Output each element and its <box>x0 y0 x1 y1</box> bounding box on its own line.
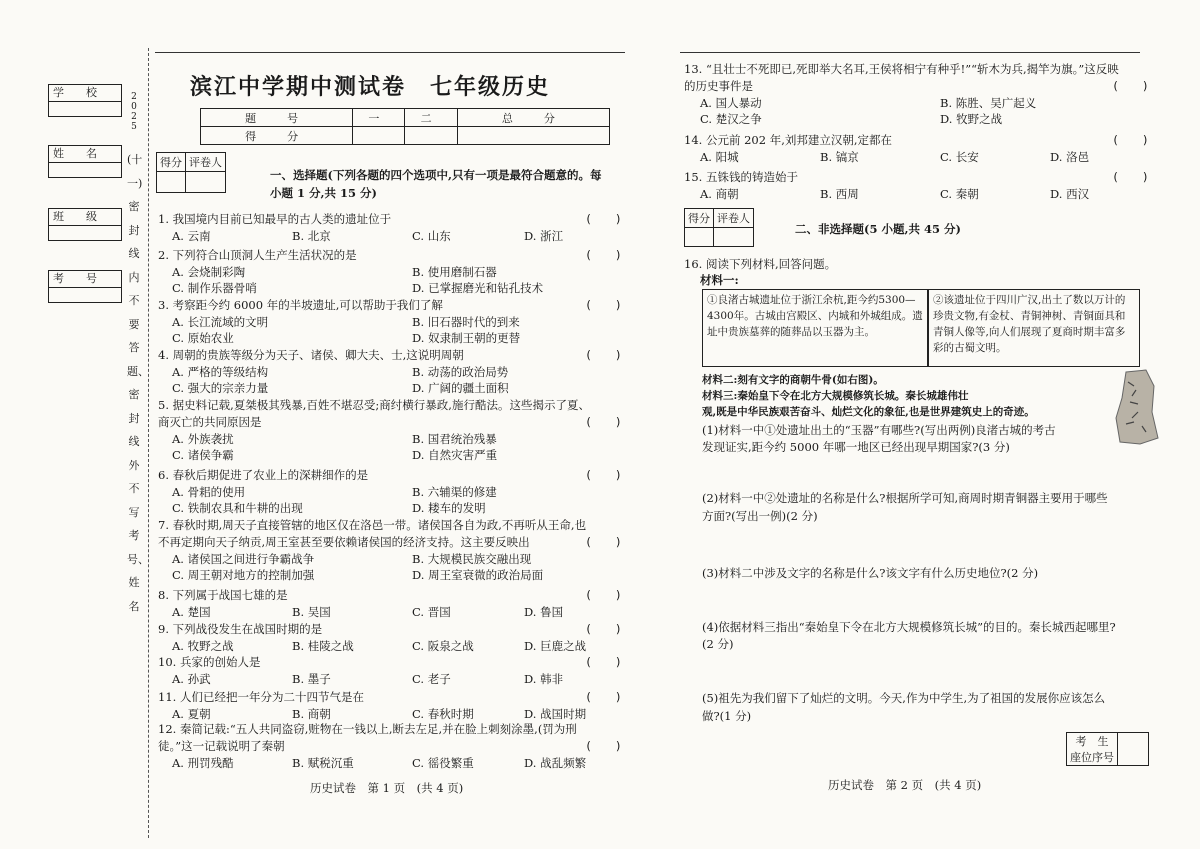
question-10-stem: 10. 兵家的创始人是 <box>158 655 261 669</box>
question-3-option-B[interactable]: B. 旧石器时代的到来 <box>412 315 520 329</box>
section1-heading-l2: 小题 1 分,共 15 分) <box>270 186 377 200</box>
question-5-stem-cont: 商灭亡的共同原因是 <box>158 415 262 429</box>
question-3-answer-paren: ( ) <box>585 298 622 312</box>
sub-question-4-l2: (2 分) <box>702 637 734 651</box>
question-9-option-B[interactable]: B. 桂陵之战 <box>292 639 354 653</box>
class-field: 班级 <box>48 208 122 241</box>
page-title: 滨江中学期中测试卷 七年级历史 <box>190 74 551 100</box>
question-14-option-D[interactable]: D. 洛邑 <box>1050 150 1090 164</box>
grader-name-cell[interactable] <box>714 228 754 247</box>
question-7-stem: 7. 春秋时期,周天子直接管辖的地区仅在洛邑一带。诸侯国各自为政,不再听从王命,也 <box>158 518 587 532</box>
question-1-option-B[interactable]: B. 北京 <box>292 229 331 243</box>
question-1-answer-paren: ( ) <box>585 212 622 226</box>
question-15-option-B[interactable]: B. 西周 <box>820 187 859 201</box>
question-6-stem: 6. 春秋后期促进了农业上的深耕细作的是 <box>158 468 369 482</box>
question-4-stem: 4. 周朝的贵族等级分为天子、诸侯、卿大夫、士,这说明周朝 <box>158 348 464 362</box>
footer-page-2: 历史试卷 第 2 页 (共 4 页) <box>828 778 982 792</box>
question-15-option-D[interactable]: D. 西汉 <box>1050 187 1090 201</box>
question-4-option-A[interactable]: A. 严格的等级结构 <box>172 365 269 379</box>
question-10-answer-paren: ( ) <box>585 655 622 669</box>
question-1-stem: 1. 我国境内目前已知最早的古人类的遗址位于 <box>158 212 392 226</box>
sub-question-5-l2: 做?(1 分) <box>702 709 752 723</box>
question-9-stem: 9. 下列战役发生在战国时期的是 <box>158 622 323 636</box>
school-field: 学校 <box>48 84 122 117</box>
sub-question-1-l2: 发现证实,距今约 5000 年哪一地区已经出现早期国家?(3 分) <box>702 440 1010 454</box>
question-8-option-B[interactable]: B. 吴国 <box>292 605 331 619</box>
question-6-answer-paren: ( ) <box>585 468 622 482</box>
score-header-cell: 题 号 <box>201 109 353 127</box>
question-1-option-D[interactable]: D. 浙江 <box>524 229 564 243</box>
question-12-option-A[interactable]: A. 刑罚残酷 <box>172 756 234 770</box>
year-label: 2025 <box>131 92 137 132</box>
question-7-option-D[interactable]: D. 周王室衰微的政治局面 <box>412 568 544 582</box>
question-11-option-A[interactable]: A. 夏朝 <box>172 707 211 721</box>
question-11-option-C[interactable]: C. 春秋时期 <box>412 707 474 721</box>
question-3-option-D[interactable]: D. 奴隶制王朝的更替 <box>412 331 521 345</box>
grader-score-cell[interactable] <box>685 228 714 247</box>
question-5-option-A[interactable]: A. 外族袭扰 <box>172 432 234 446</box>
question-3-option-A[interactable]: A. 长江流域的文明 <box>172 315 269 329</box>
question-11-stem: 11. 人们已经把一年分为二十四节气是在 <box>158 690 364 704</box>
question-7-stem-cont: 不再定期向天子纳贡,周王室甚至要依赖诸侯国的经济支持。这主要反映出 <box>158 535 530 549</box>
question-2-stem: 2. 下列符合山顶洞人生产生活状况的是 <box>158 248 357 262</box>
top-rule <box>155 52 625 53</box>
question-12-option-C[interactable]: C. 徭役繁重 <box>412 756 474 770</box>
seal-line-notice: (十一)密封线内不要答题、密封线外不写考号、姓名 <box>127 153 149 613</box>
question-15-option-A[interactable]: A. 商朝 <box>700 187 739 201</box>
oracle-bone-image <box>1112 368 1160 446</box>
score-header-cell: 总 分 <box>457 109 609 127</box>
question-9-option-A[interactable]: A. 牧野之战 <box>172 639 234 653</box>
question-14-stem: 14. 公元前 202 年,刘邦建立汉朝,定都在 <box>684 133 893 147</box>
question-6-option-A[interactable]: A. 骨耜的使用 <box>172 485 246 499</box>
score-cell[interactable] <box>457 127 609 145</box>
score-label-cell: 得 分 <box>201 127 353 145</box>
question-15-option-C[interactable]: C. 秦朝 <box>940 187 979 201</box>
question-9-option-C[interactable]: C. 阪泉之战 <box>412 639 474 653</box>
question-2-option-D[interactable]: D. 已掌握磨光和钻孔技术 <box>412 281 544 295</box>
question-5-option-B[interactable]: B. 国君统治残暴 <box>412 432 497 446</box>
section1-heading-l1: 一、选择题(下列各题的四个选项中,只有一项是最符合题意的。每 <box>270 168 602 182</box>
question-6-option-B[interactable]: B. 六辅渠的修建 <box>412 485 497 499</box>
score-table <box>200 108 610 145</box>
question-8-option-A[interactable]: A. 楚国 <box>172 605 211 619</box>
question-4-option-B[interactable]: B. 动荡的政治局势 <box>412 365 509 379</box>
question-13-answer-paren: ( ) <box>1112 79 1149 93</box>
question-5-stem: 5. 据史料记载,夏桀极其残暴,百姓不堪忍受;商纣横行暴政,施行酷法。这些揭示了夏、 <box>158 398 590 412</box>
question-14-option-B[interactable]: B. 镐京 <box>820 150 859 164</box>
question-14-option-A[interactable]: A. 阳城 <box>700 150 739 164</box>
sub-question-2-l1: (2)材料一中②处遗址的名称是什么?根据所学可知,商周时期青铜器主要用于哪些 <box>702 491 1108 505</box>
question-12-stem: 12. 秦简记载:“五人共同盗窃,赃物在一钱以上,断去左足,并在脸上刺刻涂墨,(罚为刑 <box>158 722 577 736</box>
score-header-cell: 一 <box>353 109 405 127</box>
question-5-option-C[interactable]: C. 诸侯争霸 <box>172 448 234 462</box>
material2: 材料二:刻有文字的商朝牛骨(如右图)。 <box>702 374 884 386</box>
material1-box-1: ①良渚古城遗址位于浙江余杭,距今约5300—4300年。古城由宫殿区、内城和外城组成。遗址中贵族墓葬的随葬品以玉器为主。 <box>702 289 928 367</box>
seat-label-2: 座位序号 <box>1067 749 1118 766</box>
question-10-option-B[interactable]: B. 墨子 <box>292 672 331 686</box>
name-field: 姓名 <box>48 145 122 178</box>
question-7-option-A[interactable]: A. 诸侯国之间进行争霸战争 <box>172 552 315 566</box>
sub-question-1-l1: (1)材料一中①处遗址出土的“玉器”有哪些?(写出两例)良渚古城的考古 <box>702 423 1056 437</box>
question-12-option-D[interactable]: D. 战乱频繁 <box>524 756 587 770</box>
question-6-option-D[interactable]: D. 耧车的发明 <box>412 501 486 515</box>
grader-box-2 <box>684 208 754 247</box>
question-2-option-B[interactable]: B. 使用磨制石器 <box>412 265 497 279</box>
material1-box-2: ②该遗址位于四川广汉,出土了数以万计的珍贵文物,有金杖、青铜神树、青铜面具和青铜人像等,向人们展现了夏商时期丰富多彩的古蜀文明。 <box>928 289 1140 367</box>
grader-score-cell[interactable] <box>157 172 186 193</box>
seat-number-cell[interactable] <box>1118 733 1149 766</box>
question-15-stem: 15. 五铢钱的铸造始于 <box>684 170 798 184</box>
footer-page-1: 历史试卷 第 1 页 (共 4 页) <box>310 781 464 795</box>
question-8-answer-paren: ( ) <box>585 588 622 602</box>
seat-label-1: 考 生 <box>1067 733 1118 750</box>
material1-label: 材料一: <box>700 273 739 287</box>
question-10-option-D[interactable]: D. 韩非 <box>524 672 564 686</box>
seat-number-box <box>1066 732 1149 766</box>
question-12-option-B[interactable]: B. 赋税沉重 <box>292 756 354 770</box>
question-4-option-C[interactable]: C. 强大的宗亲力量 <box>172 381 269 395</box>
question-8-option-D[interactable]: D. 鲁国 <box>524 605 564 619</box>
grader-name-label: 评卷人 <box>186 153 226 172</box>
question-12-stem-cont: 徒。”这一记载说明了秦朝 <box>158 739 285 753</box>
question-7-option-C[interactable]: C. 周王朝对地方的控制加强 <box>172 568 315 582</box>
grader-score-label: 得分 <box>157 153 186 172</box>
sub-question-2-l2: 方面?(写出一例)(2 分) <box>702 509 818 523</box>
question-13-option-B[interactable]: B. 陈胜、吴广起义 <box>940 96 1037 110</box>
question-13-stem: 13. “且壮士不死即已,死即举大名耳,王侯将相宁有种乎!”“斩木为兵,揭竿为旗。”这反映 <box>684 62 1119 76</box>
sub-question-5-l1: (5)祖先为我们留下了灿烂的文明。今天,作为中学生,为了祖国的发展你应该怎么 <box>702 691 1106 705</box>
q16-stem: 16. 阅读下列材料,回答问题。 <box>684 257 837 271</box>
question-9-option-D[interactable]: D. 巨鹿之战 <box>524 639 587 653</box>
material3-l1: 材料三:秦始皇下令在北方大规模修筑长城。秦长城雄伟壮 <box>702 390 969 402</box>
section2-heading: 二、非选择题(5 小题,共 45 分) <box>795 222 961 236</box>
question-5-answer-paren: ( ) <box>585 415 622 429</box>
question-13-option-C[interactable]: C. 楚汉之争 <box>700 112 762 126</box>
question-1-option-C[interactable]: C. 山东 <box>412 229 451 243</box>
question-6-option-C[interactable]: C. 铁制农具和牛耕的出现 <box>172 501 303 515</box>
question-13-option-A[interactable]: A. 国人暴动 <box>700 96 762 110</box>
top-rule-2 <box>680 52 1140 53</box>
question-14-answer-paren: ( ) <box>1112 133 1149 147</box>
question-7-answer-paren: ( ) <box>585 535 622 549</box>
question-3-option-C[interactable]: C. 原始农业 <box>172 331 234 345</box>
grader-name-label: 评卷人 <box>714 209 754 228</box>
question-2-option-C[interactable]: C. 制作乐器骨哨 <box>172 281 257 295</box>
exam-number-field: 考号 <box>48 270 122 303</box>
material3-l2: 观,既是中华民族艰苦奋斗、灿烂文化的象征,也是世界建筑史上的奇迹。 <box>702 406 1035 418</box>
grader-score-label: 得分 <box>685 209 714 228</box>
score-cell[interactable] <box>353 127 405 145</box>
question-3-stem: 3. 考察距今约 6000 年的半坡遗址,可以帮助于我们了解 <box>158 298 443 312</box>
score-cell[interactable] <box>405 127 457 145</box>
question-4-answer-paren: ( ) <box>585 348 622 362</box>
question-5-option-D[interactable]: D. 自然灾害严重 <box>412 448 498 462</box>
question-11-option-D[interactable]: D. 战国时期 <box>524 707 587 721</box>
question-13-option-D[interactable]: D. 牧野之战 <box>940 112 1003 126</box>
question-15-answer-paren: ( ) <box>1112 170 1149 184</box>
question-2-answer-paren: ( ) <box>585 248 622 262</box>
question-10-option-A[interactable]: A. 孙武 <box>172 672 211 686</box>
sub-question-4-l1: (4)依据材料三指出“秦始皇下令在北方大规模修筑长城”的目的。秦长城西起哪里? <box>702 620 1116 634</box>
question-12-answer-paren: ( ) <box>585 739 622 753</box>
question-10-option-C[interactable]: C. 老子 <box>412 672 451 686</box>
question-14-option-C[interactable]: C. 长安 <box>940 150 979 164</box>
question-8-stem: 8. 下列属于战国七雄的是 <box>158 588 288 602</box>
question-2-option-A[interactable]: A. 会烧制彩陶 <box>172 265 246 279</box>
question-11-answer-paren: ( ) <box>585 690 622 704</box>
score-header-cell: 二 <box>405 109 457 127</box>
question-7-option-B[interactable]: B. 大规模民族交融出现 <box>412 552 532 566</box>
grader-box-1 <box>156 152 226 193</box>
grader-name-cell[interactable] <box>186 172 226 193</box>
question-1-option-A[interactable]: A. 云南 <box>172 229 211 243</box>
question-9-answer-paren: ( ) <box>585 622 622 636</box>
seal-line <box>148 48 149 838</box>
question-13-stem-cont: 的历史事件是 <box>684 79 753 93</box>
question-4-option-D[interactable]: D. 广阔的疆土面积 <box>412 381 509 395</box>
sub-question-3: (3)材料二中涉及文字的名称是什么?该文字有什么历史地位?(2 分) <box>702 566 1039 580</box>
question-8-option-C[interactable]: C. 晋国 <box>412 605 451 619</box>
question-11-option-B[interactable]: B. 商朝 <box>292 707 331 721</box>
